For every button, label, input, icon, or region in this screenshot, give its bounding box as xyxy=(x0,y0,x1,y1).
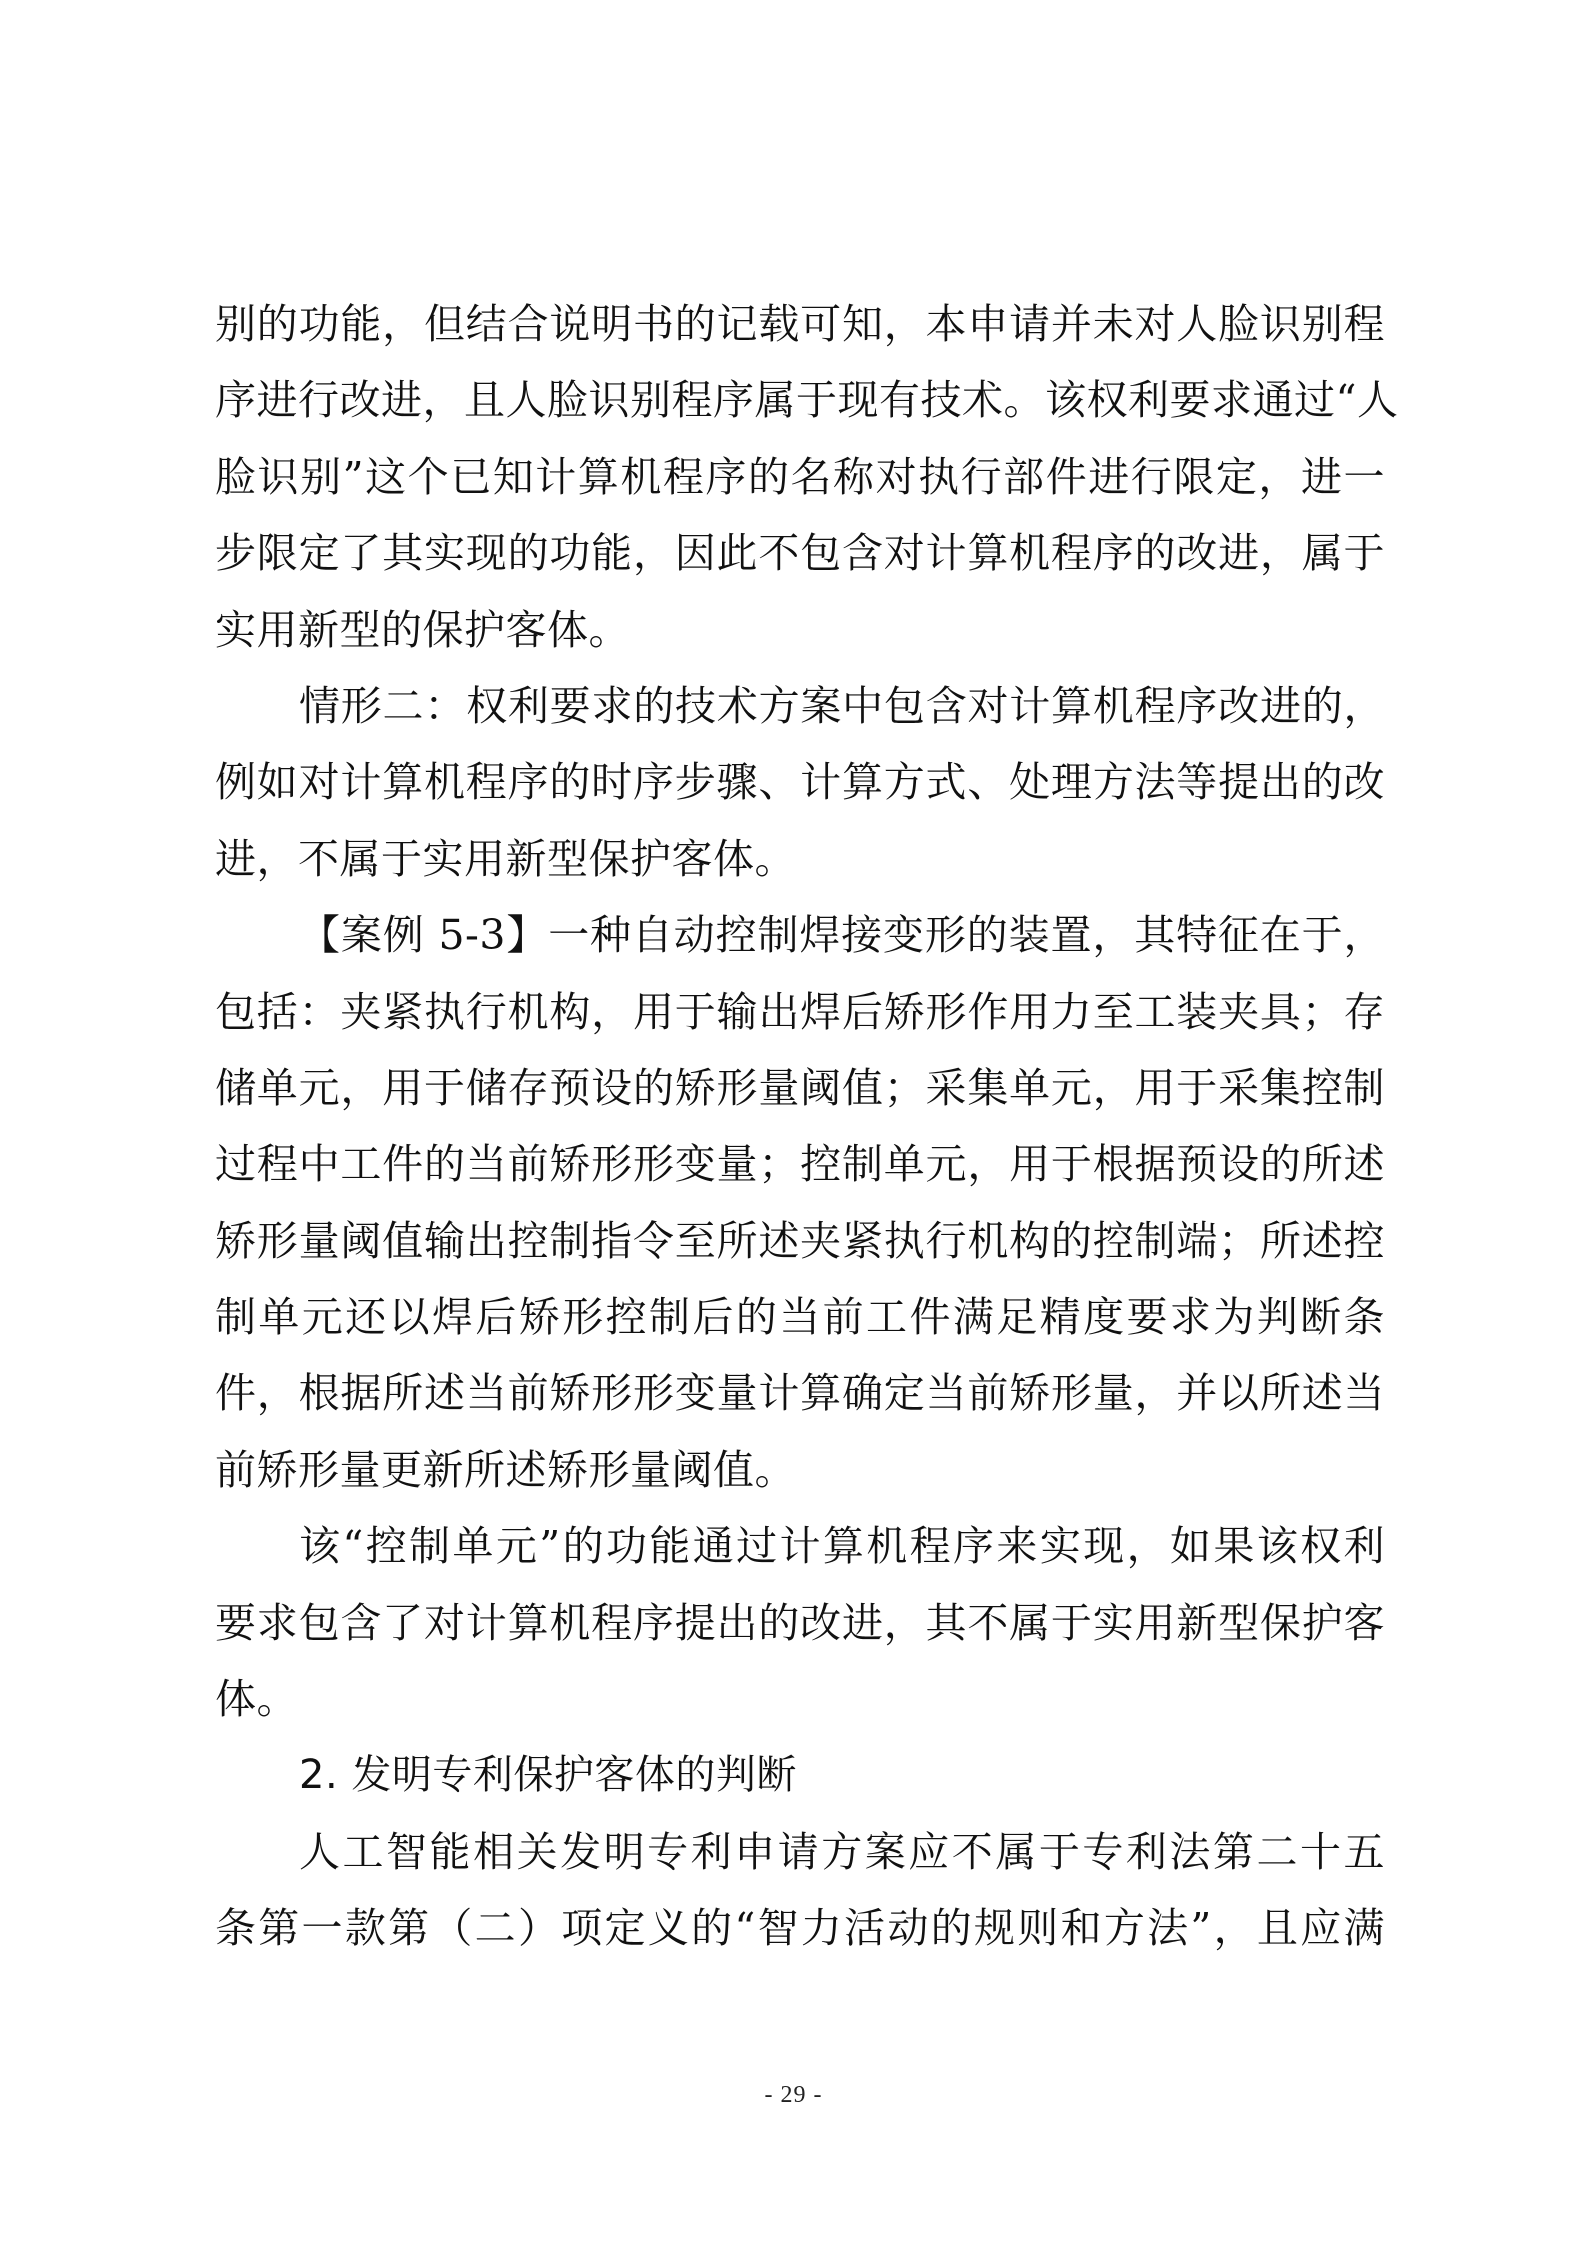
page-number: - 29 - xyxy=(764,2082,823,2108)
text-line: 前矫形量更新所述矫形量阈值。 xyxy=(215,1445,796,1494)
text-line: 实用新型的保护客体。 xyxy=(215,605,630,654)
text-line: 序进行改进，且人脸识别程序属于现有技术。该权利要求通过“人 xyxy=(215,376,1399,425)
text-line: 脸识别”这个已知计算机程序的名称对执行部件进行限定，进一 xyxy=(215,452,1385,501)
text-line: 矫形量阈值输出控制指令至所述夹紧执行机构的控制端；所述控 xyxy=(215,1216,1385,1265)
text-line: 例如对计算机程序的时序步骤、计算方式、处理方法等提出的改 xyxy=(215,758,1385,807)
body-text xyxy=(215,286,1399,1967)
text-line: 包括：夹紧执行机构，用于输出焊后矫形作用力至工装夹具；存 xyxy=(215,987,1385,1036)
text-line: 件，根据所述当前矫形形变量计算确定当前矫形量，并以所述当 xyxy=(215,1369,1385,1418)
text-line: 要求包含了对计算机程序提出的改进，其不属于实用新型保护客 xyxy=(215,1598,1385,1647)
section-heading: 2. 发明专利保护客体的判断 xyxy=(299,1752,797,1799)
text-line: 储单元，用于储存预设的矫形量阈值；采集单元，用于采集控制 xyxy=(215,1063,1385,1112)
text-line: 步限定了其实现的功能，因此不包含对计算机程序的改进，属于 xyxy=(215,529,1385,578)
text-line: 情形二：权利要求的技术方案中包含对计算机程序改进的， xyxy=(299,681,1385,730)
text-line: 该“控制单元”的功能通过计算机程序来实现，如果该权利 xyxy=(299,1522,1385,1571)
text-line: 体。 xyxy=(215,1675,298,1724)
case-heading-line: 【案例 5-3】一种自动控制焊接变形的装置，其特征在于， xyxy=(299,911,1385,960)
text-line: 过程中工件的当前矫形形变量；控制单元，用于根据预设的所述 xyxy=(215,1140,1385,1189)
text-line: 人工智能相关发明专利申请方案应不属于专利法第二十五 xyxy=(299,1827,1385,1876)
text-line: 进，不属于实用新型保护客体。 xyxy=(215,834,796,883)
text-line: 条第一款第（二）项定义的“智力活动的规则和方法”，且应满 xyxy=(215,1904,1385,1953)
text-line: 别的功能，但结合说明书的记载可知，本申请并未对人脸识别程 xyxy=(215,300,1385,348)
text-line: 制单元还以焊后矫形控制后的当前工件满足精度要求为判断条 xyxy=(215,1293,1385,1342)
